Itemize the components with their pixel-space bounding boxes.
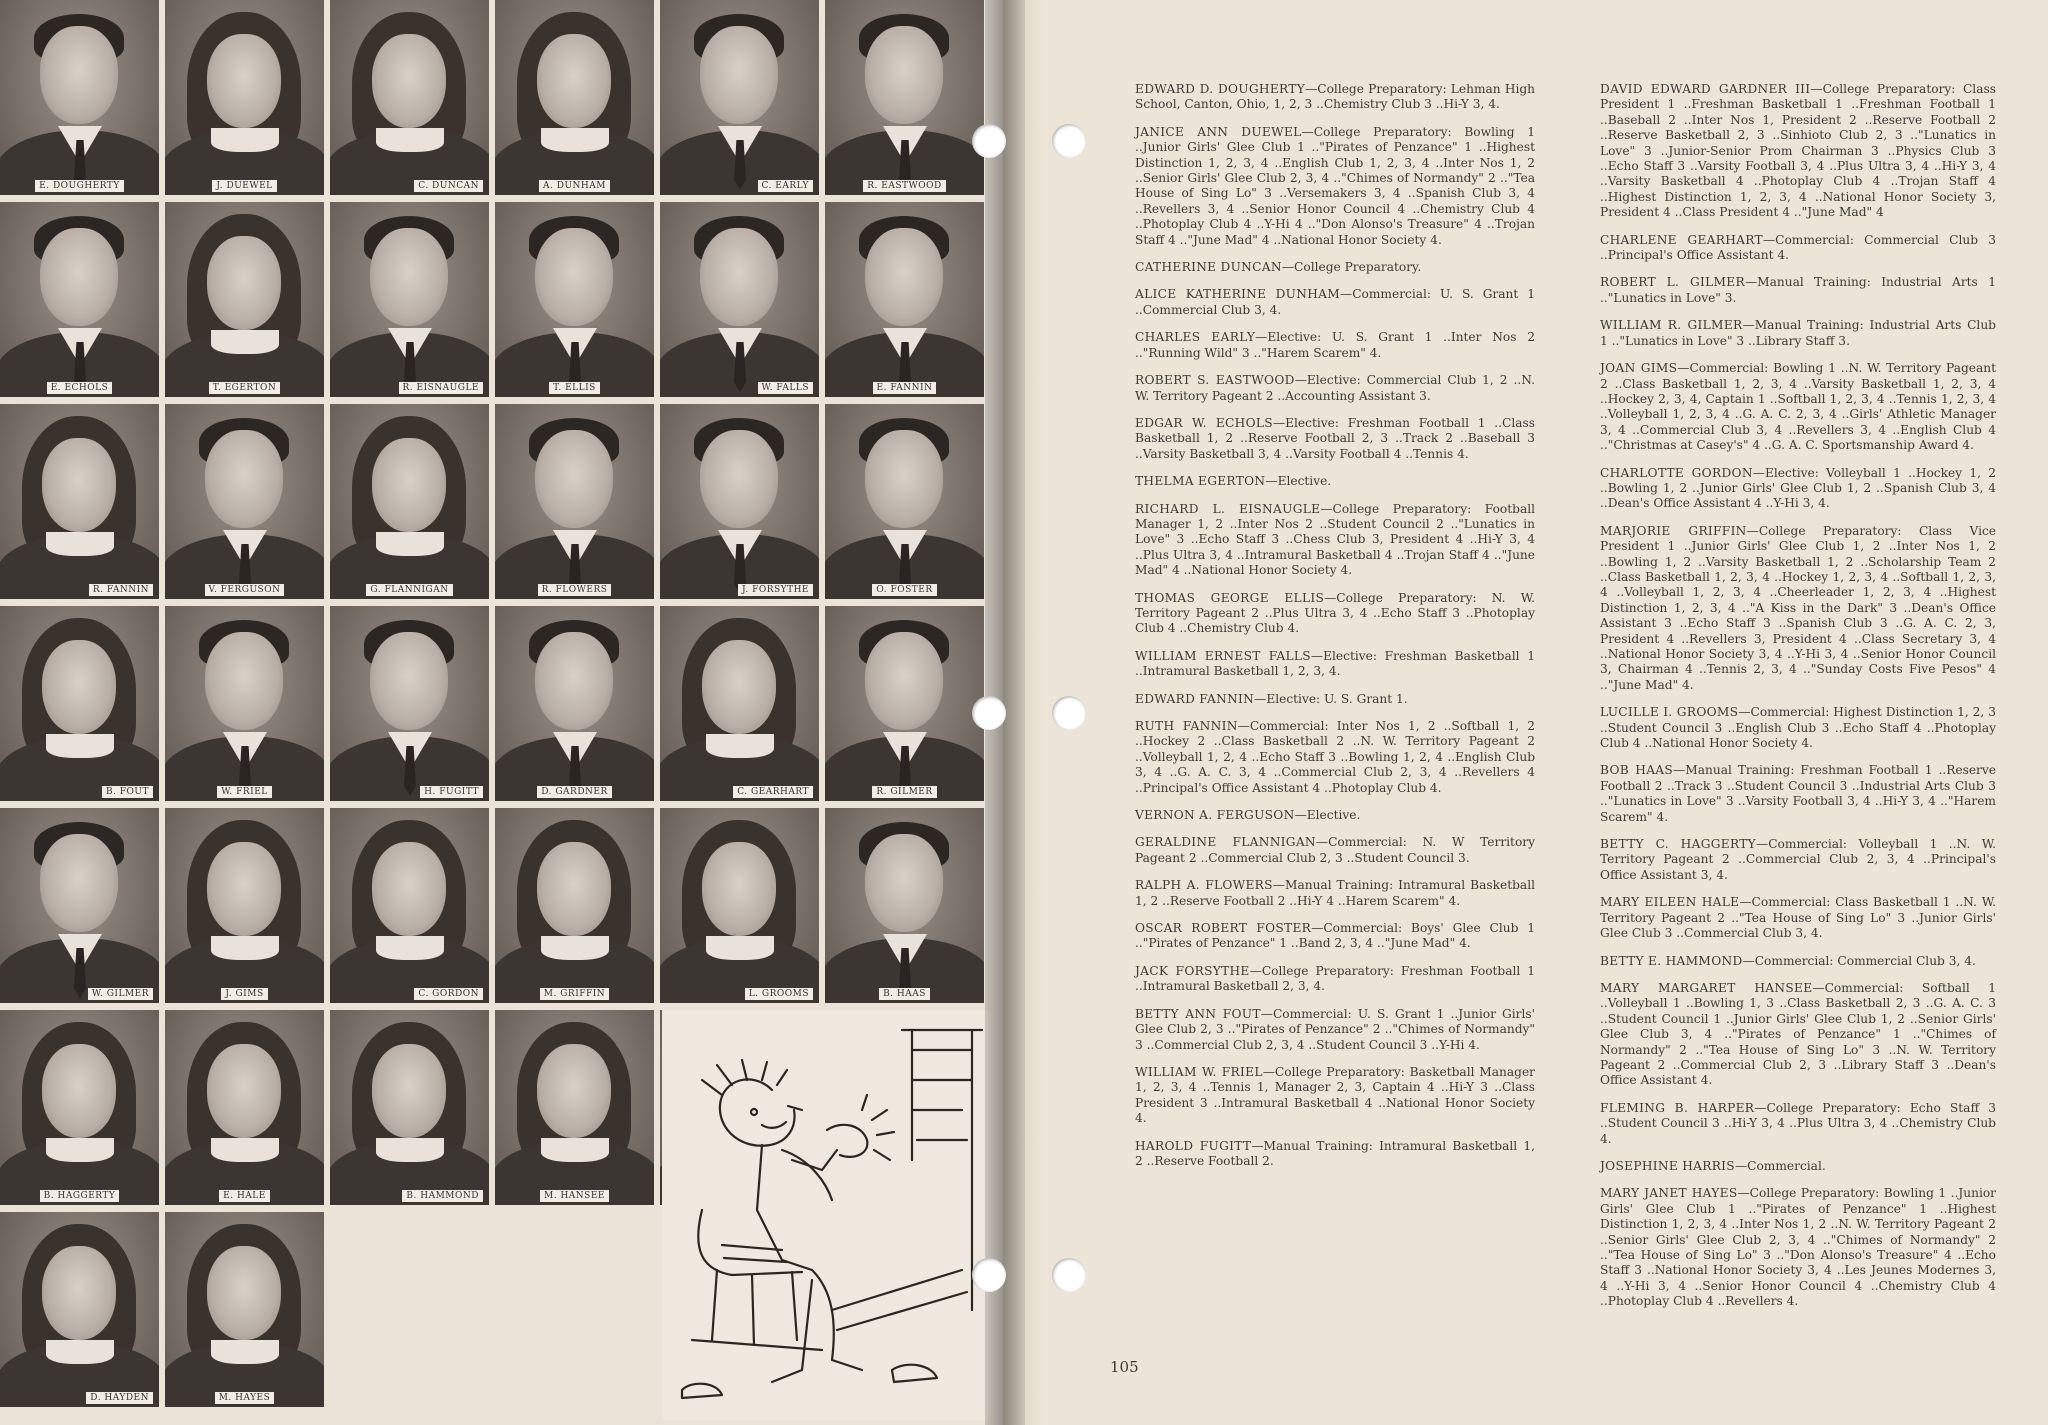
binder-hole <box>972 696 1006 730</box>
student-name: CHARLES EARLY <box>1135 330 1256 345</box>
activities-text: —Commercial: Bowling 1 ..N. W. Territory Pageant 2 ..Class Basketball 1, 2, 3, 4 ..Varsity Basketball 1, 2, 3, 4 ..Hockey 2, 3, 4, Captain 1 ..Softball 1, 2, 3, 4 ..Tennis 1, 2, 3, 4 ..Volleyball 1, 2, 3, 4 ..G. A. C. 2, 3, 4 ..Girls' Athletic Manager 3, 4 ..Commercial Club 3, 4 ..Revellers 3, 4 ..English Club 4 .."Christmas at Casey's" 4 ..G. A. C. Sportsmanship Award 4. <box>1600 361 1997 453</box>
activities-text: —Elective: Freshman Basketball 1 ..Intramural Basketball 1, 2, 3, 4. <box>1135 648 1535 679</box>
student-name: EDGAR W. ECHOLS <box>1135 415 1273 430</box>
portrait-face <box>700 26 778 124</box>
student-name: EDWARD D. DOUGHERTY <box>1135 82 1306 96</box>
portrait-label <box>825 577 984 596</box>
portrait-label <box>825 173 984 192</box>
portrait-label <box>165 1385 324 1404</box>
portrait-label <box>660 173 819 192</box>
activities-text: —College Preparatory: Lehman High School, Canton, Ohio, 1, 2, 3 ..Chemistry Club 3 ..Hi-Y 3, 4. <box>1135 82 1535 112</box>
biography-entry <box>1600 1186 1996 1309</box>
activities-text: —Commercial: Commercial Club 3, 4. <box>1742 953 1976 968</box>
student-name: WILLIAM R. GILMER <box>1600 318 1743 333</box>
activities-text: —Manual Training: Industrial Arts 1 .."Lunatics in Love" 3. <box>1600 275 1996 305</box>
activities-text: —Commercial: U. S. Grant 1 ..Commercial Club 3, 4. <box>1135 287 1535 317</box>
student-portrait <box>825 808 987 1006</box>
activities-text: —College Preparatory. <box>1281 260 1422 275</box>
portrait-name: E. ECHOLS <box>47 382 113 394</box>
student-name: FLEMING B. HARPER <box>1600 1100 1755 1115</box>
portrait-collar <box>46 734 114 758</box>
student-portrait <box>0 1212 162 1410</box>
portrait-face <box>372 842 446 936</box>
portrait-name: G. FLANNIGAN <box>366 584 452 596</box>
biography-entry <box>1135 692 1535 707</box>
portrait-face <box>537 1044 611 1138</box>
portrait-name: C. GEARHART <box>733 786 813 798</box>
biography-entry <box>1135 330 1535 361</box>
biography-entry <box>1135 416 1535 462</box>
portrait-name: R. FANNIN <box>89 584 153 596</box>
portrait-name: R. EISNAUGLE <box>399 382 483 394</box>
portrait-name: C. EARLY <box>758 180 813 192</box>
portrait-face <box>700 228 778 326</box>
portrait-face <box>207 1246 281 1340</box>
student-name: RUTH FANNIN <box>1135 719 1238 733</box>
biography-entry <box>1135 82 1535 113</box>
portrait-label <box>0 375 159 394</box>
portrait-face <box>535 632 613 730</box>
portrait-face <box>537 34 611 128</box>
student-portrait <box>825 202 987 400</box>
portrait-collar <box>541 128 609 152</box>
student-name: THOMAS GEORGE ELLIS <box>1135 590 1325 605</box>
portrait-face <box>205 430 283 528</box>
portrait-name: T. EGERTON <box>209 382 281 394</box>
activities-text: —Commercial: Commercial Club 3 ..Principal's Office Assistant 4. <box>1600 232 1996 263</box>
student-name: JACK FORSYTHE <box>1135 963 1250 978</box>
biography-column-right <box>1600 82 1996 1322</box>
portrait-label <box>330 1183 489 1202</box>
activities-text: —College Preparatory: Freshman Football 1 ..Intramural Basketball 2, 3, 4. <box>1135 963 1535 994</box>
portrait-label <box>825 779 984 798</box>
portrait-face <box>42 1044 116 1138</box>
portrait-face <box>535 430 613 528</box>
portrait-label <box>165 375 324 394</box>
portrait-collar <box>376 532 444 556</box>
student-portrait <box>330 808 492 1006</box>
activities-text: —Commercial: Volleyball 1 ..N. W. Territory Pageant 2 ..Commercial Club 2, 3, 4 ..Principal's Office Assistant 3, 4. <box>1600 837 1997 882</box>
biography-entry <box>1135 373 1535 404</box>
portrait-face <box>207 842 281 936</box>
student-name: GERALDINE FLANNIGAN <box>1135 835 1316 850</box>
student-name: LUCILLE I. GROOMS <box>1600 705 1739 720</box>
student-name: DAVID EDWARD GARDNER III <box>1600 82 1811 96</box>
student-name: BETTY E. HAMMOND <box>1600 953 1743 968</box>
binder-hole <box>1052 124 1086 158</box>
biography-entry <box>1135 474 1535 489</box>
portrait-face <box>42 640 116 734</box>
page-number: 105 <box>1110 1358 1139 1376</box>
biography-entry <box>1135 719 1535 796</box>
portrait-name: W. FRIEL <box>217 786 272 798</box>
student-portrait <box>0 202 162 400</box>
portrait-label <box>330 173 489 192</box>
student-portrait <box>495 404 657 602</box>
portrait-label <box>495 1183 654 1202</box>
portrait-face <box>40 228 118 326</box>
activities-text: —College Preparatory: Class Vice President 1 ..Junior Girls' Glee Club 1, 2 ..Inter Nos 1, 2 ..Bowling 1, 2 ..Varsity Basketball 1, 2 ..Scholarship Team 2 ..Class Basketball 1, 2, 3, 4 ..Hockey 1, 2, 3, 4 ..Softball 1, 2, 3, 4 ..Volleyball 1, 2, 3, 4 ..Cheerleader 1, 2, 3, 4 ..Highest Distinction 1, 2, 3, 4 .."A Kiss in the Dark" 3 ..Dean's Office Assistant 3 ..Echo Staff 3 ..Spanish Club 3 ..G. A. C. 2, 3, President 4 ..Revellers 3, President 4 ..Class Secretary 3, 4 ..National Honor Society 3, 4 ..Y-Hi 3, 4 ..Senior Honor Council 3, Chairman 4 ..Tennis 2, 3, 4 .."Sunday Costs Five Pesos" 4 .."June Mad" 4. <box>1600 523 1997 692</box>
portrait-label <box>0 577 159 596</box>
portrait-collar <box>376 1138 444 1162</box>
portrait-face <box>865 26 943 124</box>
portrait-name: L. GROOMS <box>745 988 813 1000</box>
portrait-collar <box>376 128 444 152</box>
biography-entry <box>1135 125 1535 248</box>
portrait-face <box>372 438 446 532</box>
activities-text: —Elective: Commercial Club 1, 2 ..N. W. Territory Pageant 2 ..Accounting Assistant 3. <box>1135 373 1535 403</box>
student-name: JANICE ANN DUEWEL <box>1135 124 1302 139</box>
portrait-face <box>865 834 943 932</box>
activities-text: —College Preparatory: Basketball Manager 1, 2, 3, 4 ..Tennis 1, Manager 2, 3, Captain 4 ..Hi-Y 3 ..Class President 3 ..Intramural Basketball 4 ..National Honor Society 4. <box>1135 1064 1535 1126</box>
biography-entry <box>1600 954 1996 969</box>
activities-text: —Elective. <box>1265 474 1332 489</box>
activities-text: —Commercial: Boys' Glee Club 1 .."Pirates of Penzance" 1 ..Band 2, 3, 4 .."June Mad" 4. <box>1135 921 1536 951</box>
student-portrait <box>165 1212 327 1410</box>
student-name: JOAN GIMS <box>1600 361 1678 376</box>
portrait-label <box>165 577 324 596</box>
portrait-label <box>660 981 819 1000</box>
portrait-label <box>330 779 489 798</box>
cartoon-illustration <box>662 1010 990 1420</box>
portrait-name: E. FANNIN <box>873 382 937 394</box>
portrait-name: J. DUEWEL <box>212 180 276 192</box>
student-portrait <box>0 404 162 602</box>
student-name: HAROLD FUGITT <box>1135 1138 1252 1153</box>
portrait-name: W. FALLS <box>758 382 813 394</box>
student-name: BOB HAAS <box>1600 763 1674 778</box>
portrait-label <box>0 1183 159 1202</box>
portrait-name: B. HAGGERTY <box>40 1190 120 1202</box>
biography-entry <box>1135 1007 1535 1053</box>
portrait-face <box>207 236 281 330</box>
activities-text: —College Preparatory: Bowling 1 ..Junior Girls' Glee Club 1 .."Pirates of Penzance" 1 ..Highest Distinction 1, 2, 3, 4 ..English Club 1, 2, 3, 4 ..Inter Nos 1, 2 ..Senior Girls' Glee Club 2, 3, 4 .."Chimes of Normandy" 2 .."Tea House of Sing Lo" 3 ..Versemakers 3, 4 ..Spanish Club 3, 4 ..Revellers 3, 4 ..Senior Honor Council 4 ..Chemistry Club 4 ..Photoplay Club 4 ..Y-Hi 4 .."Don Alonso's Treasure" 4 ..Trojan Staff 4 .."June Mad" 4 ..National Honor Society 4. <box>1135 124 1535 247</box>
biography-entry <box>1600 361 1996 453</box>
portrait-face <box>207 34 281 128</box>
student-portrait <box>660 0 822 198</box>
portrait-name: H. FUGITT <box>420 786 483 798</box>
activities-text: —Commercial: Class Basketball 1 ..N. W. Territory Pageant 2 .."Tea House of Sing Lo" 3 ..Junior Girls' Glee Club 3 ..Commercial Club 3, 4. <box>1600 895 1997 941</box>
portrait-collar <box>706 734 774 758</box>
portrait-name: M. HAYES <box>215 1392 275 1404</box>
activities-text: —Elective: U. S. Grant 1. <box>1254 691 1408 706</box>
portrait-collar <box>541 1138 609 1162</box>
biography-entry <box>1600 233 1996 264</box>
biography-entry <box>1600 82 1996 221</box>
student-portrait <box>330 202 492 400</box>
student-name: EDWARD FANNIN <box>1135 691 1255 706</box>
binder-hole <box>972 124 1006 158</box>
student-name: ROBERT S. EASTWOOD <box>1135 373 1295 388</box>
student-portrait <box>495 606 657 804</box>
student-name: MARY MARGARET HANSEE <box>1600 980 1813 995</box>
student-name: THELMA EGERTON <box>1135 474 1266 489</box>
biography-entry <box>1135 878 1535 909</box>
student-portrait <box>165 606 327 804</box>
portrait-face <box>537 842 611 936</box>
portrait-collar <box>211 1340 279 1364</box>
portrait-label <box>660 375 819 394</box>
activities-text: —Elective: U. S. Grant 1 ..Inter Nos 2 .."Running Wild" 3 .."Harem Scarem" 4. <box>1135 330 1536 360</box>
portrait-name: D. HAYDEN <box>86 1392 153 1404</box>
portrait-face <box>372 34 446 128</box>
biography-entry <box>1135 921 1535 952</box>
portrait-label <box>330 577 489 596</box>
activities-text: —Manual Training: Industrial Arts Club 1 .."Lunatics in Love" 3 ..Library Staff 3. <box>1600 318 1996 348</box>
student-portrait <box>0 0 162 198</box>
biography-entry <box>1135 287 1535 318</box>
student-name: BETTY ANN FOUT <box>1135 1006 1261 1021</box>
portrait-name: T. ELLIS <box>549 382 600 394</box>
biography-entry <box>1600 275 1996 306</box>
portrait-name: W. GILMER <box>88 988 153 1000</box>
portrait-face <box>42 1246 116 1340</box>
activities-text: —Commercial: N. W Territory Pageant 2 ..Commercial Club 2, 3 ..Student Council 3. <box>1135 835 1535 865</box>
biography-entry <box>1135 591 1535 637</box>
portrait-label <box>0 173 159 192</box>
activities-text: —College Preparatory: Echo Staff 3 ..Student Council 3 ..Hi-Y 3, 4 ..Plus Ultra 3, 4 ..Chemistry Club 4. <box>1600 1100 1996 1146</box>
portrait-collar <box>46 1340 114 1364</box>
student-name: ALICE KATHERINE DUNHAM <box>1135 287 1341 302</box>
portrait-collar <box>211 936 279 960</box>
portrait-name: A. DUNHAM <box>539 180 610 192</box>
biography-entry <box>1600 981 1996 1089</box>
student-name: CATHERINE DUNCAN <box>1135 260 1282 275</box>
activities-text: —Manual Training: Freshman Football 1 ..Reserve Football 2 ..Track 3 ..Student Council 3 ..Industrial Arts Club 3 .."Lunatics in Love" 3 ..Varsity Football 3, 4 ..Hi-Y 3, 4 .."Harem Scarem" 4. <box>1600 763 1996 824</box>
portrait-collar <box>211 128 279 152</box>
portrait-label <box>660 779 819 798</box>
portrait-name: V. FERGUSON <box>205 584 285 596</box>
portrait-face <box>372 1044 446 1138</box>
activities-text: —Manual Training: Intramural Basketball 1, 2 ..Reserve Football 2. <box>1135 1138 1535 1168</box>
student-name: RICHARD L. EISNAUGLE <box>1135 501 1321 516</box>
student-portrait <box>660 606 822 804</box>
biography-entry <box>1135 502 1535 579</box>
portrait-face <box>205 632 283 730</box>
activities-text: —Manual Training: Intramural Basketball 1, 2 ..Reserve Football 2 ..Hi-Y 4 ..Harem Scarem" 4. <box>1135 878 1535 908</box>
student-portrait <box>495 0 657 198</box>
portrait-name: B. HAAS <box>879 988 930 1000</box>
student-name: WILLIAM W. FRIEL <box>1135 1064 1263 1079</box>
portrait-face <box>535 228 613 326</box>
binder-hole <box>1052 696 1086 730</box>
student-portrait <box>495 1010 657 1208</box>
biography-entry <box>1600 705 1996 751</box>
biography-entry <box>1600 895 1996 941</box>
portrait-name: J. FORSYTHE <box>738 584 813 596</box>
biography-entry <box>1135 1065 1535 1127</box>
student-name: BETTY C. HAGGERTY <box>1600 837 1757 852</box>
portrait-name: J. GIMS <box>221 988 267 1000</box>
portrait-collar <box>46 532 114 556</box>
biography-entry <box>1135 964 1535 995</box>
student-portrait <box>165 1010 327 1208</box>
portrait-collar <box>706 936 774 960</box>
student-name: RALPH A. FLOWERS <box>1135 878 1273 893</box>
portrait-collar <box>46 1138 114 1162</box>
biography-entry <box>1600 524 1996 693</box>
student-portrait <box>165 202 327 400</box>
student-portrait <box>660 808 822 1006</box>
portrait-label <box>165 981 324 1000</box>
student-portrait <box>165 808 327 1006</box>
portrait-collar <box>211 1138 279 1162</box>
portrait-face <box>40 26 118 124</box>
student-name: MARY EILEEN HALE <box>1600 895 1740 910</box>
activities-text: —Elective: Freshman Football 1 ..Class Basketball 1, 2 ..Reserve Football 2, 3 ..Track 2 ..Baseball 3 ..Varsity Basketball 3, 4 ..Varsity Football 4 ..Tennis 4. <box>1135 415 1535 461</box>
portrait-label <box>495 981 654 1000</box>
portrait-name: E. DOUGHERTY <box>35 180 124 192</box>
biography-entry <box>1135 1139 1535 1170</box>
portrait-face <box>42 438 116 532</box>
portrait-name: R. EASTWOOD <box>863 180 945 192</box>
portrait-name: E. HALE <box>219 1190 270 1202</box>
portrait-name: B. HAMMOND <box>402 1190 483 1202</box>
activities-text: —Elective. <box>1294 808 1361 823</box>
activities-text: —Commercial: Highest Distinction 1, 2, 3 ..Student Council 3 ..English Club 3 ..Echo Staff 4 ..Photoplay Club 4 ..National Honor Society 4. <box>1600 705 1996 751</box>
student-name: WILLIAM ERNEST FALLS <box>1135 648 1311 663</box>
student-portrait <box>660 202 822 400</box>
portrait-label <box>495 375 654 394</box>
biography-entry <box>1135 260 1535 275</box>
portrait-label <box>0 779 159 798</box>
activities-text: —College Preparatory: Football Manager 1, 2 ..Inter Nos 2 ..Student Council 2 .."Lunatics in Love" 3 ..Echo Staff 3 ..Chess Club 3, President 4 ..Hi-Y 3, 4 ..Plus Ultra 3, 4 ..Intramural Basketball 4 ..Trojan Staff 4 .."June Mad" 4 ..National Honor Society 4. <box>1135 501 1536 578</box>
biography-entry <box>1135 835 1535 866</box>
portrait-collar <box>541 936 609 960</box>
activities-text: —Commercial: Softball 1 ..Volleyball 1 ..Bowling 1, 3 ..Class Basketball 2, 3 ..G. A. C. 3 ..Student Council 1 ..Junior Girls' Glee Club 1, 2 ..Senior Girls' Glee Club 3, 4 .."Pirates of Penzance" 1 .."Chimes of Normandy" 2 .."Tea House of Sing Lo" 3 ..N. W. Territory Pageant 2 ..Commercial Club 2, 3 ..Library Staff 3 ..Dean's Office Assistant 4. <box>1600 980 1996 1088</box>
portrait-name: B. FOUT <box>102 786 153 798</box>
biography-entry <box>1600 466 1996 512</box>
portrait-face <box>865 430 943 528</box>
portrait-face <box>40 834 118 932</box>
activities-text: —College Preparatory: Bowling 1 ..Junior Girls' Glee Club 1 .."Pirates of Penzance" 1 ..Highest Distinction 1, 2, 3, 4 ..Inter Nos 1, 2 ..N. W. Territory Pageant 2 ..Senior Girls' Glee Club 2, 3, 4 .."Chimes of Normandy" 2 .."Tea House of Sing Lo" 3 .."Don Alonso's Treasure" 4 ..Echo Staff 3 ..National Honor Society 3, 4 ..Les Jeunes Modernes 3, 4 ..Y-Hi 3, 4 ..Senior Honor Council 4 ..Chemistry Club 4 ..Photoplay Club 4 ..Revellers 4. <box>1600 1186 1997 1309</box>
portrait-name: C. GORDON <box>414 988 483 1000</box>
binder-hole <box>972 1258 1006 1292</box>
portrait-label <box>495 779 654 798</box>
biography-column-left <box>1135 82 1535 1181</box>
student-portrait <box>495 808 657 1006</box>
biography-entry <box>1600 1101 1996 1147</box>
student-name: OSCAR ROBERT FOSTER <box>1135 921 1312 936</box>
portrait-face <box>700 430 778 528</box>
student-name: JOSEPHINE HARRIS <box>1600 1158 1735 1173</box>
portrait-label <box>330 375 489 394</box>
student-portrait <box>330 404 492 602</box>
biography-entry <box>1600 763 1996 825</box>
student-portrait <box>825 404 987 602</box>
portrait-name: M. HANSEE <box>540 1190 609 1202</box>
biography-entry <box>1600 318 1996 349</box>
cartoon-drawing <box>662 1010 990 1420</box>
student-portrait <box>825 606 987 804</box>
student-portrait <box>660 404 822 602</box>
student-name: MARY JANET HAYES <box>1600 1186 1738 1201</box>
student-name: CHARLOTTE GORDON <box>1600 465 1753 480</box>
student-portrait <box>0 808 162 1006</box>
portrait-label <box>165 1183 324 1202</box>
student-portrait <box>330 606 492 804</box>
portrait-face <box>865 632 943 730</box>
portrait-name: R. FLOWERS <box>538 584 612 596</box>
portrait-face <box>370 228 448 326</box>
activities-text: —Elective: Volleyball 1 ..Hockey 1, 2 ..Bowling 1, 2 ..Junior Girls' Glee Club 1, 2 ..Spanish Club 3, 4 ..Dean's Office Assistant 4 ..Y-Hi 3, 4. <box>1600 465 1996 511</box>
portrait-label <box>165 173 324 192</box>
portrait-label <box>0 1385 159 1404</box>
portrait-face <box>865 228 943 326</box>
portrait-label <box>495 577 654 596</box>
left-page <box>0 0 1003 1425</box>
activities-text: —College Preparatory: N. W. Territory Pageant 2 ..Plus Ultra 3, 4 ..Echo Staff 3 ..Photoplay Club 4 ..Chemistry Club 4. <box>1135 590 1535 636</box>
portrait-face <box>370 632 448 730</box>
portrait-label <box>495 173 654 192</box>
portrait-label <box>330 981 489 1000</box>
student-portrait <box>0 1010 162 1208</box>
student-name: ROBERT L. GILMER <box>1600 275 1745 290</box>
student-portrait <box>165 404 327 602</box>
portrait-face <box>702 640 776 734</box>
portrait-collar <box>211 330 279 354</box>
student-portrait <box>330 0 492 198</box>
biography-entry <box>1600 1159 1996 1174</box>
portrait-label <box>165 779 324 798</box>
student-portrait <box>0 606 162 804</box>
binder-hole <box>1052 1258 1086 1292</box>
portrait-face <box>207 1044 281 1138</box>
portrait-label <box>660 577 819 596</box>
portrait-name: C. DUNCAN <box>414 180 483 192</box>
portrait-label <box>825 375 984 394</box>
activities-text: —Commercial: U. S. Grant 1 ..Junior Girls' Glee Club 2, 3 .."Pirates of Penzance" 2 .."Chimes of Normandy" 3 ..Commercial Club 2, 3, 4 ..Student Council 3 ..Y-Hi 4. <box>1135 1006 1535 1052</box>
biography-entry <box>1600 837 1996 883</box>
biography-entry <box>1135 808 1535 823</box>
activities-text: —Commercial. <box>1734 1158 1826 1173</box>
student-portrait <box>330 1010 492 1208</box>
activities-text: —Commercial: Inter Nos 1, 2 ..Softball 1, 2 ..Hockey 2 ..Class Basketball 2 ..N. W. Territory Pageant 2 ..Volleyball 1, 2, 4 ..Echo Staff 3 ..Bowling 1, 2, 4 ..English Club 3, 4 ..G. A. C. 3, 4 ..Commercial Club 2, 3, 4 ..Revellers 4 ..Principal's Office Assistant 4 ..Photoplay Club 4. <box>1135 719 1535 795</box>
portrait-name: R. GILMER <box>872 786 936 798</box>
student-name: VERNON A. FERGUSON <box>1135 808 1295 823</box>
portrait-label <box>0 981 159 1000</box>
portrait-label <box>825 981 984 1000</box>
student-portrait <box>495 202 657 400</box>
activities-text: —College Preparatory: Class President 1 ..Freshman Basketball 1 ..Freshman Football 1 ..Baseball 2 ..Inter Nos 1, President 2 ..Reserve Football 2 ..Reserve Basketball 2, 3 ..Sinhioto Club 2, 3 .."Lunatics in Love" 3 ..Junior-Senior Prom Chairman 3 ..Physics Club 3 ..Echo Staff 3 ..Varsity Football 3, 4 ..Plus Ultra 3, 4 ..Hi-Y 3, 4 ..Varsity Basketball 4 ..Photoplay Club 4 ..Trojan Staff 4 ..Highest Distinction 1, 2, 3, 4 ..National Honor Society 3, President 4 ..Class President 4 .."June Mad" 4 <box>1600 82 1996 220</box>
portrait-face <box>702 842 776 936</box>
portrait-name: O. FOSTER <box>872 584 936 596</box>
student-portrait <box>165 0 327 198</box>
portrait-name: D. GARDNER <box>537 786 612 798</box>
student-name: MARJORIE GRIFFIN <box>1600 523 1747 538</box>
student-name: CHARLENE GEARHART <box>1600 232 1763 247</box>
portrait-name: M. GRIFFIN <box>540 988 609 1000</box>
portrait-collar <box>376 936 444 960</box>
biography-entry <box>1135 649 1535 680</box>
student-portrait <box>825 0 987 198</box>
